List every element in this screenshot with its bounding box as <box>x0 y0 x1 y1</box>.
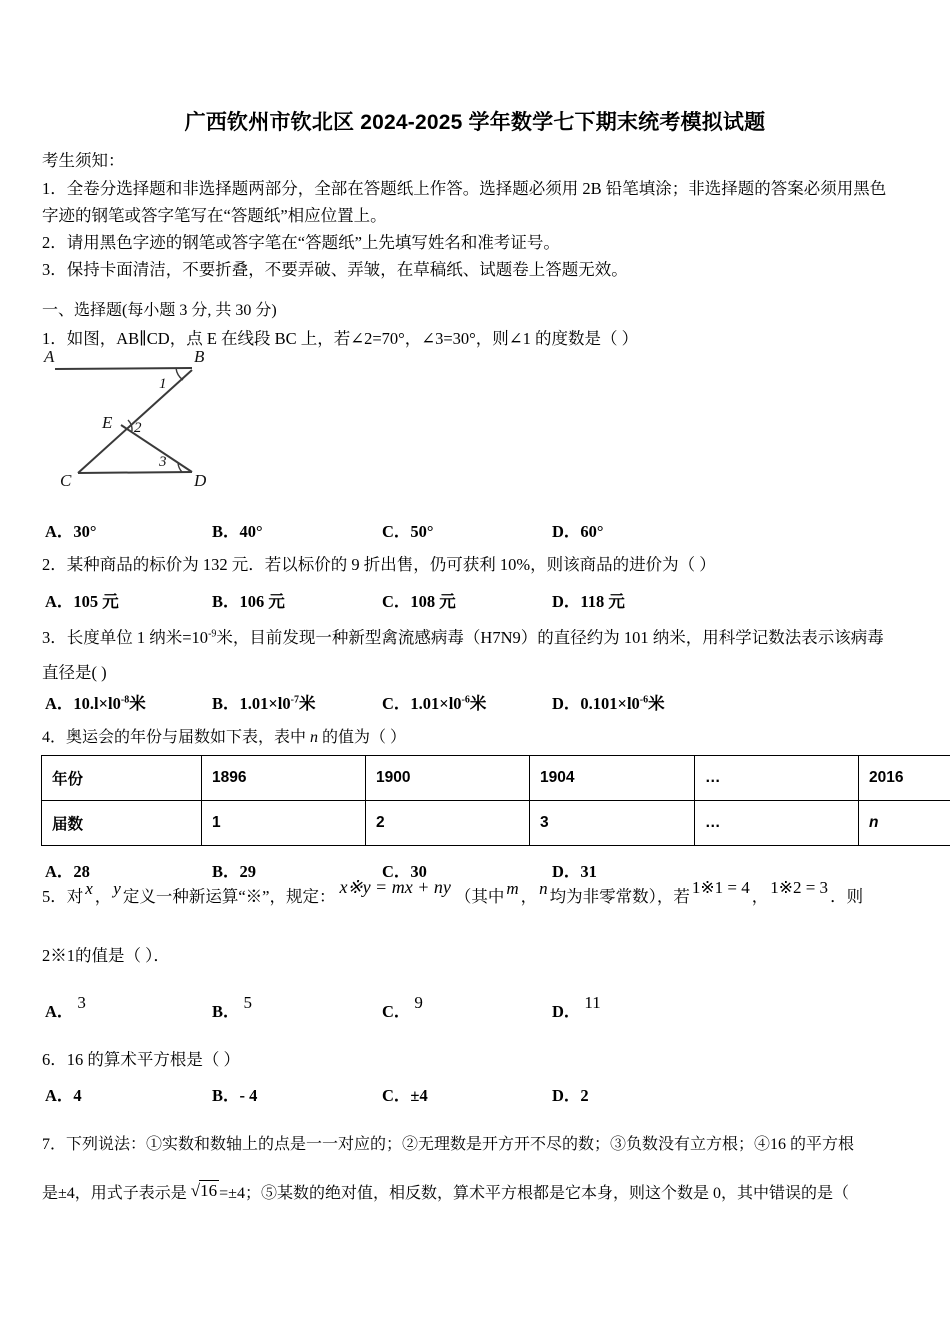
question-3-options <box>42 690 922 716</box>
option-1-A[interactable]: A．30° <box>45 522 97 541</box>
table-cell: 2016 <box>859 756 950 801</box>
sqrt-radicand: 16 <box>200 1181 218 1200</box>
notice-line-2: 2．请用黑色字迹的钢笔或答字笔在“答题纸”上先填写姓名和准考证号。 <box>42 233 560 252</box>
question-6-text: 6．16 的算术平方根是（ ） <box>42 1050 240 1069</box>
option-2-B[interactable]: B．106 元 <box>212 592 285 611</box>
question-5-var-n: n <box>539 879 548 898</box>
option-5-C[interactable]: C． 9 <box>382 993 423 1021</box>
question-5-var-y: y <box>113 879 121 898</box>
question-5-text-line2: 2※1的值是（ ）． <box>42 946 170 965</box>
question-5-condition-1: 1※1 = 4 <box>691 878 750 897</box>
table-row-header-editions: 届数 <box>42 801 202 846</box>
question-4-prefix: 4．奥运会的年份与届数如下表，表中 <box>42 729 311 746</box>
sqrt-expression: √16 <box>190 1181 218 1200</box>
option-3-B[interactable]: B．$1.01\times l0^{-7}$米 <box>212 694 316 713</box>
table-cell: 1 <box>202 801 366 846</box>
figure-label-B: B <box>194 350 205 366</box>
notice-line-1: 1．全卷分选择题和非选择题两部分，全部在答题纸上作答。选择题必须用 2B 铅笔填涂；非选择题的答案必须用黑色 <box>42 179 887 198</box>
figure-angle-3: 3 <box>159 454 167 470</box>
question-7-suffix: =±4；⑤某数的绝对值，相反数，算术平方根都是它本身，则这个数是 0，其中错误的是（ <box>219 1185 849 1202</box>
question-6-options <box>42 1082 922 1108</box>
option-1-C[interactable]: C．50° <box>382 522 434 541</box>
table-row <box>42 801 950 846</box>
notice-heading: 考生须知： <box>42 151 125 170</box>
section-heading-choice: 一、选择题(每小题 3 分, 共 30 分) <box>42 302 277 319</box>
option-1-B[interactable]: B．40° <box>212 522 263 541</box>
option-1-D[interactable]: D．60° <box>552 522 604 541</box>
figure-label-C: C <box>60 471 72 490</box>
question-5-t3: 定义一种新运算“※”，规定： <box>122 887 336 906</box>
question-4-table <box>41 755 950 846</box>
notice-line-1-cont: 字迹的钢笔或答字笔写在“答题纸”相应位置上。 <box>42 206 387 225</box>
option-2-D[interactable]: D．118 元 <box>552 592 625 611</box>
option-2-C[interactable]: C．108 元 <box>382 592 456 611</box>
table-cell: 1904 <box>530 756 695 801</box>
question-1-figure <box>42 350 272 502</box>
option-4-A[interactable]: A．28 <box>45 862 90 881</box>
table-cell: 1896 <box>202 756 366 801</box>
question-4-variable: n <box>310 729 319 746</box>
question-1-options <box>42 518 922 544</box>
figure-label-E: E <box>102 413 113 432</box>
figure-label-A: A <box>44 350 55 366</box>
option-5-D[interactable]: D． 11 <box>552 993 601 1021</box>
question-3-suffix: 米，目前发现一种新型禽流感病毒（H7N9）的直径约为 101 纳米，用科学记数法表示该病毒 <box>216 628 884 647</box>
question-5-t6: 均为非零常数），若 <box>549 887 690 906</box>
notice-line-3: 3．保持卡面清洁，不要折叠，不要弄破、弄皱，在草稿纸、试题卷上答题无效。 <box>42 260 628 279</box>
question-5-formula: x※y = mx + ny <box>339 877 451 897</box>
table-cell: 1900 <box>366 756 530 801</box>
question-3-text <box>42 625 908 651</box>
question-5-condition-2: 1※2 = 3 <box>770 878 829 897</box>
option-3-A[interactable]: A．$10.l\times l0^{-8}$米 <box>45 694 146 713</box>
question-7-text-line2 <box>42 1180 908 1207</box>
table-cell: … <box>695 801 859 846</box>
option-4-C[interactable]: C．30 <box>382 862 427 881</box>
question-5-t1: 5．对 <box>42 887 84 906</box>
figure-angle-2: 2 <box>134 420 142 436</box>
table-cell: … <box>695 756 859 801</box>
option-6-C[interactable]: C．±4 <box>382 1086 428 1105</box>
question-3-text-line2: 直径是( ) <box>42 663 107 682</box>
question-5-text <box>42 877 908 911</box>
option-4-B[interactable]: B．29 <box>212 862 257 881</box>
question-5-t7: ， <box>751 887 769 906</box>
question-5-options <box>42 993 922 1024</box>
question-7-text-line1: 7．下列说法：①实数和数轴上的点是一一对应的；②无理数是开方开不尽的数；③负数没有立方根；④16 的平方根 <box>42 1136 855 1153</box>
option-3-C[interactable]: C．$1.01\times l0^{-6}$米 <box>382 694 487 713</box>
figure-label-D: D <box>194 471 207 490</box>
question-5-t2: ， <box>94 887 112 906</box>
figure-angle-1: 1 <box>159 376 167 392</box>
table-cell-n: n <box>859 801 950 846</box>
option-4-D[interactable]: D．31 <box>552 862 597 881</box>
question-5-t4: （其中 <box>454 887 505 906</box>
page-title: 广西钦州市钦北区 2024-2025 学年数学七下期末统考模拟试题 <box>184 111 766 134</box>
option-6-B[interactable]: B．‐ 4 <box>212 1086 258 1105</box>
option-3-D[interactable]: D．$0.101\times l0^{-6}$米 <box>552 694 665 713</box>
option-6-D[interactable]: D．2 <box>552 1086 589 1105</box>
option-5-B[interactable]: B． 5 <box>212 993 253 1021</box>
question-3-exponent: -9 <box>208 628 217 640</box>
question-3-prefix: 3．长度单位 1 纳米=10 <box>42 628 209 647</box>
question-7-prefix: 是±4，用式子表示是 <box>42 1185 191 1202</box>
question-5-var-x: x <box>85 879 93 898</box>
question-5-t8: ．则 <box>830 887 864 906</box>
question-5-t5: ， <box>520 887 538 906</box>
option-5-A[interactable]: A． 3 <box>45 993 86 1021</box>
table-row <box>42 756 950 801</box>
option-6-A[interactable]: A．4 <box>45 1086 82 1105</box>
question-4-suffix: 的值为（ ） <box>318 729 407 746</box>
question-1-text: 1．如图，AB∥CD，点 E 在线段 BC 上，若∠2=70°，∠3=30°，则∠1 的度数是（ ） <box>42 329 639 348</box>
question-4-text <box>42 726 908 751</box>
table-row-header-years: 年份 <box>42 756 202 801</box>
question-2-text: 2．某种商品的标价为 132 元．若以标价的 9 折出售，仍可获利 10%，则该商品的进价为（ ） <box>42 555 716 574</box>
option-2-A[interactable]: A．105 元 <box>45 592 119 611</box>
question-2-options <box>42 588 922 614</box>
table-cell: 2 <box>366 801 530 846</box>
question-5-var-m: m <box>506 879 519 898</box>
table-cell: 3 <box>530 801 695 846</box>
